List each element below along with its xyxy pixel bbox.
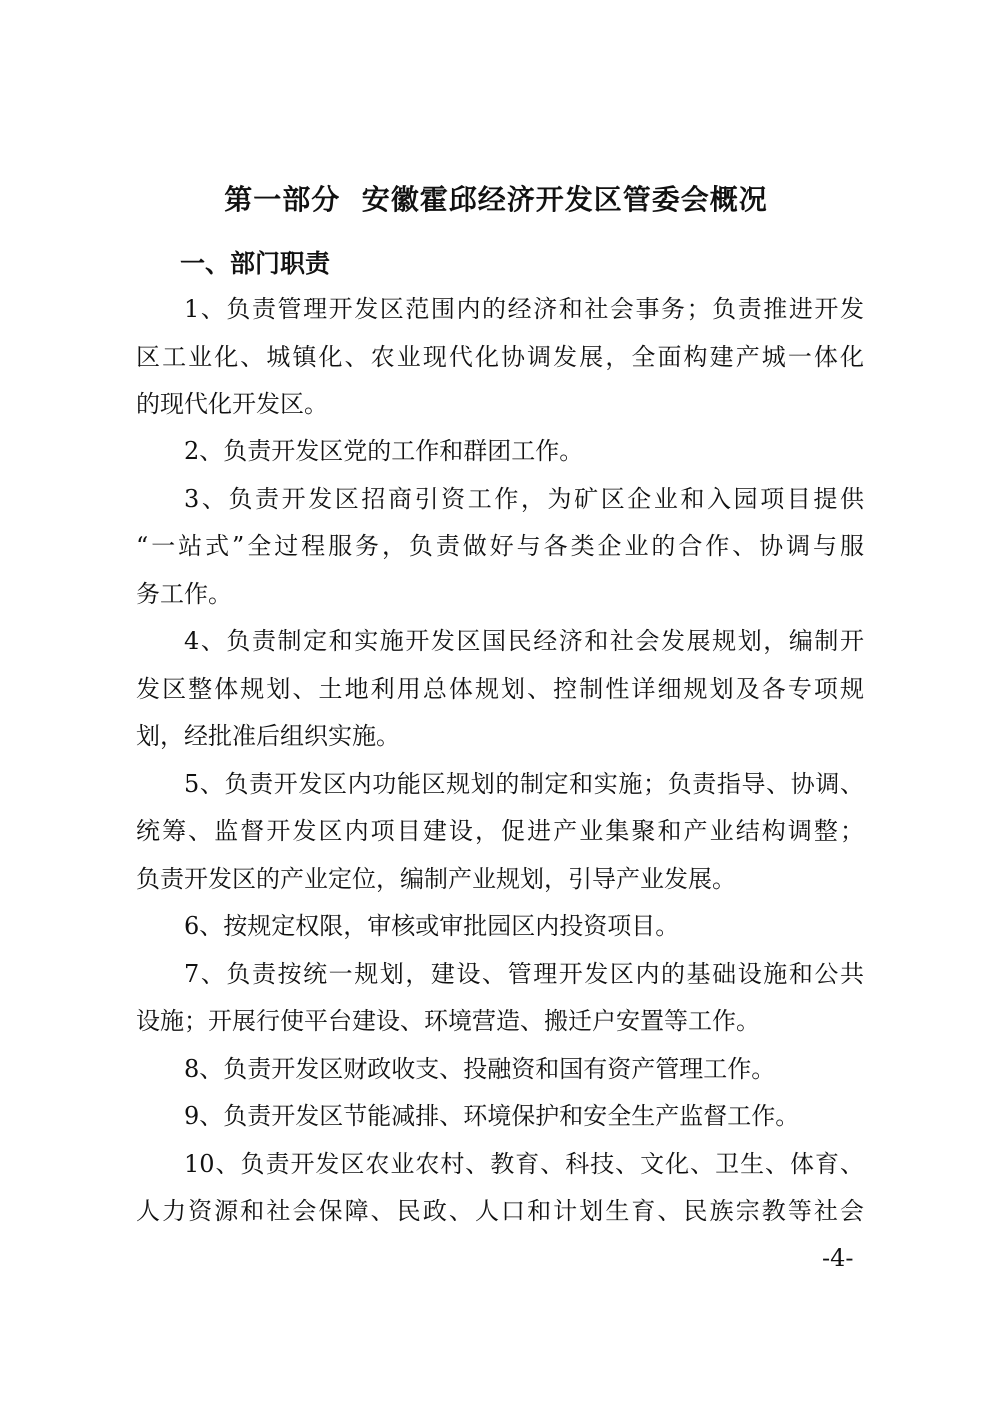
paragraph-line: 发区整体规划、土地利用总体规划、控制性详细规划及各专项规 bbox=[136, 675, 864, 703]
paragraph-line: 负责开发区的产业定位，编制产业规划，引导产业发展。 bbox=[136, 865, 736, 893]
paragraph-line: “一站式”全过程服务，负责做好与各类企业的合作、协调与服 bbox=[136, 532, 864, 560]
paragraph-line: 4、负责制定和实施开发区国民经济和社会发展规划，编制开 bbox=[184, 627, 864, 655]
paragraph-line: 9、负责开发区节能减排、环境保护和安全生产监督工作。 bbox=[184, 1102, 800, 1130]
paragraph-line: 设施；开展行使平台建设、环境营造、搬迁户安置等工作。 bbox=[136, 1007, 760, 1035]
paragraph-line: 8、负责开发区财政收支、投融资和国有资产管理工作。 bbox=[184, 1055, 776, 1083]
paragraph-line: 人力资源和社会保障、民政、人口和计划生育、民族宗教等社会 bbox=[136, 1197, 864, 1225]
paragraph-line: 1、负责管理开发区范围内的经济和社会事务；负责推进开发 bbox=[184, 295, 864, 323]
paragraph-line: 5、负责开发区内功能区规划的制定和实施；负责指导、协调、 bbox=[184, 770, 864, 798]
paragraph-line: 10、负责开发区农业农村、教育、科技、文化、卫生、体育、 bbox=[184, 1150, 864, 1178]
paragraph-line: 务工作。 bbox=[136, 580, 232, 608]
paragraph-line: 7、负责按统一规划，建设、管理开发区内的基础设施和公共 bbox=[184, 960, 864, 988]
paragraph-line: 6、按规定权限，审核或审批园区内投资项目。 bbox=[184, 912, 680, 940]
page-number: -4- bbox=[822, 1244, 854, 1272]
paragraph-line: 的现代化开发区。 bbox=[136, 390, 328, 418]
paragraph-line: 2、负责开发区党的工作和群团工作。 bbox=[184, 437, 584, 465]
paragraph-line: 3、负责开发区招商引资工作，为矿区企业和入园项目提供 bbox=[184, 485, 864, 513]
section-heading: 一、部门职责 bbox=[180, 249, 331, 278]
page-title: 第一部分 安徽霍邱经济开发区管委会概况 bbox=[224, 183, 768, 216]
paragraph-line: 区工业化、城镇化、农业现代化协调发展，全面构建产城一体化 bbox=[136, 343, 864, 371]
paragraph-line: 统筹、监督开发区内项目建设，促进产业集聚和产业结构调整； bbox=[136, 817, 864, 845]
paragraph-line: 划，经批准后组织实施。 bbox=[136, 722, 400, 750]
